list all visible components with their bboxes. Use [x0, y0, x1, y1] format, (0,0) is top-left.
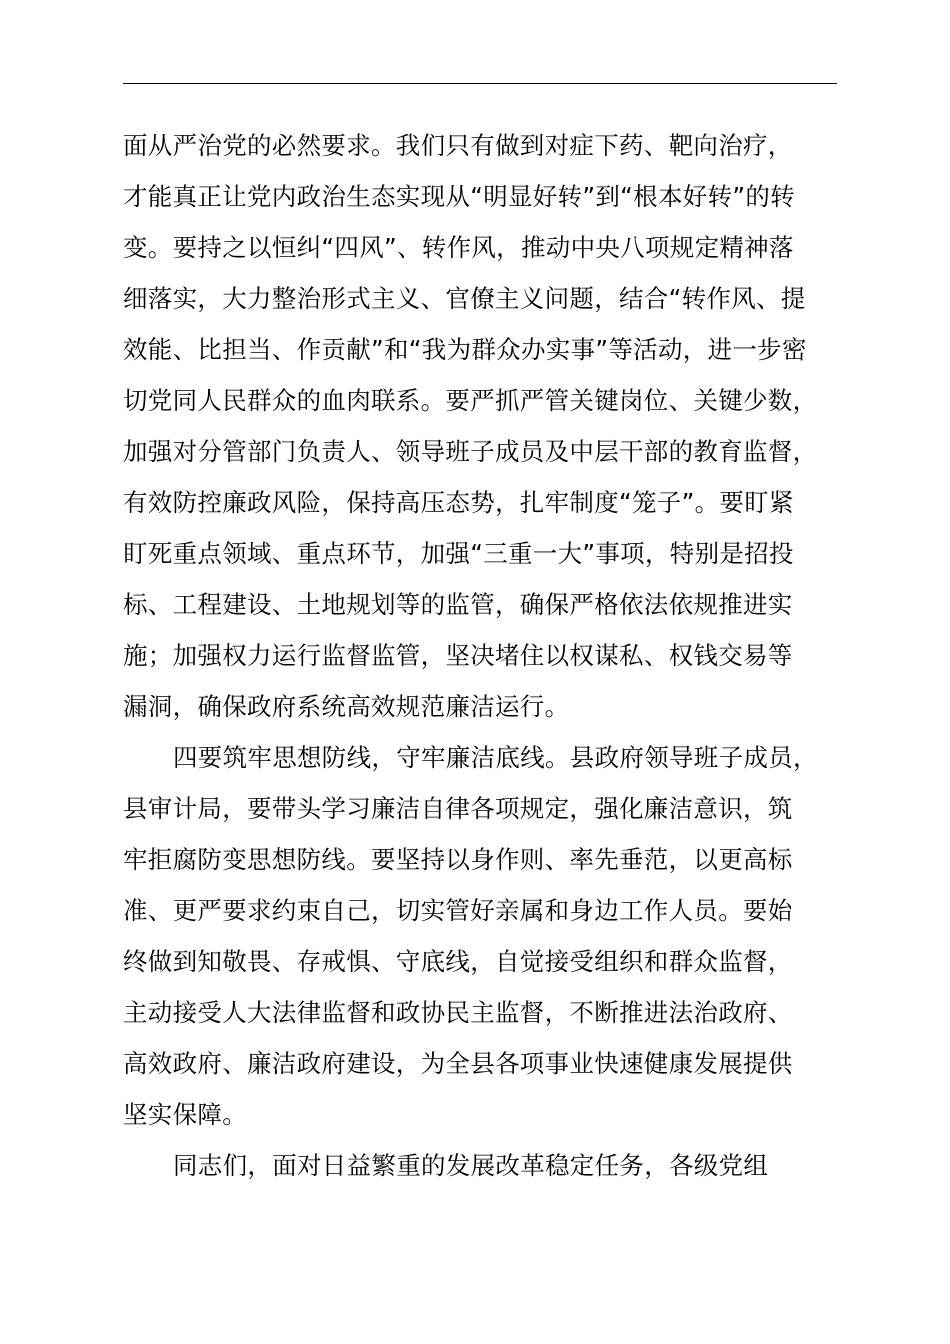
text-line: 面从严治党的必然要求。我们只有做到对症下药、靶向治疗， [123, 131, 793, 160]
text-line: 细落实，大力整治形式主义、官僚主义问题，结合“转作风、提 [123, 284, 806, 313]
text-line: 漏洞，确保政府系统高效规范廉洁运行。 [123, 692, 570, 721]
text-line: 才能真正让党内政治生态实现从“明显好转”到“根本好转”的转 [123, 182, 795, 211]
text-line: 加强对分管部门负责人、领导班子成员及中层干部的教育监督， [123, 437, 818, 466]
paragraph-start-line: 四要筑牢思想防线，守牢廉洁底线。县政府领导班子成员， [173, 743, 818, 772]
text-line: 有效防控廉政风险，保持高压态势，扎牢制度“笼子”。要盯紧 [123, 488, 794, 517]
text-line: 主动接受人大法律监督和政协民主监督，不断推进法治政府、 [123, 998, 793, 1027]
text-line: 标、工程建设、土地规划等的监管，确保严格依法依规推进实 [123, 590, 793, 619]
text-line: 牢拒腐防变思想防线。要坚持以身作则、率先垂范，以更高标 [123, 845, 793, 874]
text-line: 效能、比担当、作贡献”和“我为群众办实事”等活动，进一步密 [123, 335, 807, 364]
text-line: 准、更严要求约束自己，切实管好亲属和身边工作人员。要始 [123, 896, 793, 925]
text-line: 终做到知敬畏、存戒惧、守底线，自觉接受组织和群众监督， [123, 947, 793, 976]
paragraph-start-line: 同志们，面对日益繁重的发展改革稳定任务，各级党组 [173, 1151, 769, 1180]
text-line: 高效政府、廉洁政府建设，为全县各项事业快速健康发展提供 [123, 1049, 793, 1078]
text-line: 盯死重点领域、重点环节，加强“三重一大”事项，特别是招投 [123, 539, 794, 568]
text-line: 县审计局，要带头学习廉洁自律各项规定，强化廉洁意识，筑 [123, 794, 793, 823]
body-text [123, 120, 859, 1191]
header-rule [123, 83, 837, 84]
text-line: 切党同人民群众的血肉联系。要严抓严管关键岗位、关键少数， [123, 386, 818, 415]
text-line: 坚实保障。 [123, 1100, 247, 1129]
text-line: 施；加强权力运行监督监管，坚决堵住以权谋私、权钱交易等 [123, 641, 793, 670]
text-line: 变。要持之以恒纠“四风”、转作风，推动中央八项规定精神落 [123, 233, 794, 262]
